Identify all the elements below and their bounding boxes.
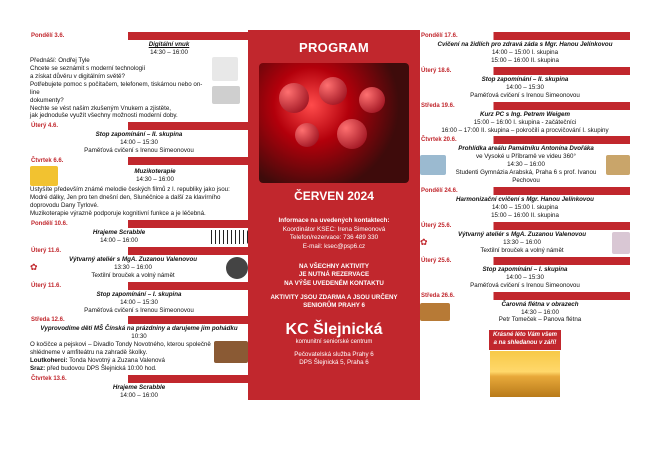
event-line: 14:00 – 15:00 I. skupina bbox=[491, 204, 559, 212]
middle-panel bbox=[248, 30, 420, 400]
event-place: Paměťová cvičení s Irenou Simeonovou bbox=[84, 147, 194, 155]
event-line: Loutkoherci: Tonda Novotný a Zuzana Valenová bbox=[30, 357, 165, 365]
date-bar bbox=[30, 247, 248, 255]
event-time: 14:00 – 16:00 bbox=[100, 236, 138, 244]
event-line: 16:00 – 17:00 II. skupina – pokročilí a procvičování I. skupiny bbox=[441, 126, 609, 134]
event-line: Sraz: před budovou DPS Šlejnická 10:00 hod. bbox=[30, 365, 157, 373]
date-bar bbox=[30, 375, 248, 383]
printer-icon bbox=[212, 86, 240, 104]
date-label: Pondělí 10.6. bbox=[31, 220, 68, 227]
event-place: Textilní brouček a volný námět bbox=[91, 271, 175, 279]
event-line: doprovodu Dany Tyrlové. bbox=[30, 202, 99, 210]
event-place: Paměťová cvičení s Irenou Simeonovou bbox=[470, 91, 580, 99]
event-time: 13:30 – 16:00 bbox=[114, 263, 152, 271]
date-bar bbox=[420, 67, 630, 75]
event-line: a získat důvěru v digitálním světě? bbox=[30, 72, 125, 80]
pan-flute-icon bbox=[420, 303, 450, 321]
date-label: Pondělí 24.6. bbox=[421, 188, 458, 195]
event-title: Kurz PC s Ing. Petrem Weigem bbox=[480, 110, 570, 118]
logo: KC Šlejnická komunitní seniorské centrum bbox=[248, 321, 420, 345]
sunset-meadow-image bbox=[490, 351, 560, 397]
event-title: Muzikoterapie bbox=[134, 168, 176, 176]
date-label: Úterý 11.6. bbox=[31, 282, 62, 289]
date-label: Pondělí 17.6. bbox=[421, 33, 458, 39]
event-line: shlédneme v amfiteátru na zahradě školky. bbox=[30, 349, 148, 357]
date-label: Úterý 11.6. bbox=[31, 247, 62, 254]
event-time: 14:00 – 15:30 bbox=[506, 83, 544, 91]
date-bar bbox=[30, 220, 248, 228]
event-time: 10:30 bbox=[131, 333, 147, 341]
right-column bbox=[420, 30, 630, 398]
date-label: Středa 26.6. bbox=[421, 292, 455, 299]
event-title: Hrajeme Scrabble bbox=[92, 228, 146, 236]
flower-icon: ✿ bbox=[30, 261, 38, 272]
event-place: Textilní brouček a volný námět bbox=[480, 246, 564, 254]
event-line: 15:00 – 16:00 II. skupina bbox=[491, 56, 559, 64]
date-bar bbox=[420, 187, 630, 195]
piano-icon bbox=[208, 230, 248, 244]
date-label: Úterý 18.6. bbox=[421, 67, 452, 74]
date-bar bbox=[420, 222, 630, 230]
event-title: Cvičení na židlích pro zdravá záda s Mgr. Hanou Jelínkovou bbox=[437, 41, 613, 48]
date-label: Čtvrtek 20.6. bbox=[421, 137, 457, 144]
event-title: Stop zapomínání – II. skupina bbox=[481, 75, 569, 83]
dog-icon bbox=[226, 257, 248, 279]
event-line: dokumenty? bbox=[30, 96, 64, 104]
program-heading: PROGRAM bbox=[299, 40, 369, 55]
event-time: 14:30 – 16:00 bbox=[136, 176, 174, 184]
event-time: 13:30 – 16:00 bbox=[503, 238, 541, 246]
notice-line: NA VŠECHNY AKTIVITY bbox=[299, 263, 369, 270]
event-line: Potřebujete pomoc s počítačem, telefonem, tiskárnou nebo on-line bbox=[30, 80, 203, 96]
info-line: Telefon/rezervace: 736 489 330 bbox=[289, 234, 379, 241]
event-line: ve Vysoké u Příbramě ve videu 360° bbox=[476, 153, 576, 161]
date-bar bbox=[30, 157, 248, 165]
event-line: Modré dálky, Jen pro ten dnešní den, Slunéčnice a další za klavírního bbox=[30, 194, 221, 202]
info-line: Koordinátor KSEC: Irena Simeonová bbox=[282, 225, 386, 233]
event-line: Ustyšíte především známé melodie českých filmů z I. republiky jako jsou: bbox=[30, 186, 230, 194]
logo-subtitle: komunitní seniorské centrum bbox=[295, 338, 373, 345]
date-bar bbox=[420, 136, 630, 144]
date-bar bbox=[420, 32, 630, 40]
event-title: Hrajeme Scrabble bbox=[112, 384, 166, 392]
event-title: Prohlídka areálu Památníku Antonína Dvořáka bbox=[458, 145, 594, 153]
event-place: Paměťová cvičení s Irenou Simeonovou bbox=[470, 281, 580, 289]
event-line: 15:00 – 16:00 I. skupina - začátečníci bbox=[473, 118, 577, 126]
sunflower-icon bbox=[30, 166, 58, 186]
date-bar bbox=[30, 316, 248, 324]
info-title: Informace na uvedených kontaktech: bbox=[278, 217, 390, 224]
event-line: Muzikoterapie výrazně podporuje kognitivní funkce a je léčebná. bbox=[30, 210, 206, 217]
event-title: Výtvarný ateliér s MgA. Zuzanou Valenovou bbox=[68, 255, 198, 263]
event-title: Harmonizační cvičení s Mgr. Hanou Jelínkovou bbox=[456, 196, 594, 204]
event-title: Vyprovodíme děti MŠ Čínská na prázdniny a darujeme jim pohádku bbox=[40, 325, 238, 333]
date-label: Čtvrtek 6.6. bbox=[31, 158, 64, 165]
flower-icon: ✿ bbox=[420, 237, 428, 248]
portrait-image bbox=[606, 155, 630, 175]
event-title: Digitální vnuk bbox=[148, 41, 190, 48]
info-line: E-mail: ksec@psp6.cz bbox=[302, 242, 366, 250]
event-place: Studenti Gymnázia Arabská, Praha 6 s prof. Ivanou Pechovou bbox=[455, 169, 597, 185]
date-label: Středa 19.6. bbox=[421, 102, 455, 109]
cat-icon bbox=[612, 232, 630, 254]
event-title: Čarovná flétna v obrazech bbox=[501, 300, 579, 308]
notice-line: JE NUTNÁ REZERVACE bbox=[298, 271, 370, 279]
phone-icon bbox=[212, 57, 238, 81]
notice-line: SENIORŮM PRAHY 6 bbox=[303, 302, 365, 310]
date-bar bbox=[420, 292, 630, 300]
event-title: Stop zapomínání – II. skupina bbox=[95, 131, 183, 139]
event-line: Nechte se vést našim zkušeným Vnukem a zjistěte, bbox=[30, 104, 171, 112]
event-time: 14:00 – 15:30 bbox=[120, 139, 158, 147]
event-time: 14:00 – 16:00 bbox=[120, 392, 158, 399]
event-line: Chcete se seznámit s moderní technologií bbox=[30, 64, 146, 72]
date-bar bbox=[30, 32, 248, 40]
event-time: 14:00 – 15:30 bbox=[506, 273, 544, 281]
date-bar bbox=[420, 102, 630, 110]
date-label: Úterý 25.6. bbox=[421, 222, 452, 229]
event-place: Paměťová cvičení s Irenou Simeonovou bbox=[84, 306, 194, 314]
notice-line: AKTIVITY JSOU ZDARMA A JSOU URČENY bbox=[270, 294, 398, 302]
event-line: 14:00 – 15:00 I. skupina bbox=[491, 48, 559, 56]
date-bar bbox=[30, 122, 248, 130]
event-time: 14:30 – 16:00 bbox=[521, 308, 559, 316]
event-time: 14:30 – 16:00 bbox=[507, 161, 545, 169]
date-label: Pondělí 3.6. bbox=[31, 33, 65, 39]
memorial-building-image bbox=[420, 155, 446, 175]
date-label: Středa 12.6. bbox=[31, 317, 65, 324]
address-line: DPS Šlejnická 5, Praha 6 bbox=[299, 359, 369, 367]
left-column bbox=[30, 30, 248, 400]
event-title: Stop zapomínání – I. skupina bbox=[482, 265, 568, 273]
event-time: 14:00 – 15:30 bbox=[120, 298, 158, 306]
event-line: jak jednoduše využít všechny možnosti moderní doby. bbox=[30, 112, 178, 120]
month-title: ČERVEN 2024 bbox=[294, 189, 374, 203]
fruit-bowl-image bbox=[259, 63, 409, 183]
date-bar bbox=[30, 282, 248, 290]
event-title: Výtvarný ateliér s MgA. Zuzanou Valenovou bbox=[457, 230, 587, 238]
event-title: Stop zapomínání – I. skupina bbox=[96, 290, 182, 298]
notice-line: NA VÝŠE UVEDENÉM KONTAKTU bbox=[284, 279, 384, 287]
event-line: O kočičce a pejskovi – Divadlo Tondy Novotného, kterou společně bbox=[30, 341, 211, 349]
date-bar bbox=[420, 257, 630, 265]
date-label: Úterý 4.6. bbox=[31, 123, 59, 130]
event-line: Přednáší: Ondřej Tyle bbox=[30, 56, 90, 64]
event-place: Petr Tomeček – Panova flétna bbox=[498, 316, 582, 324]
summer-greeting: Krásné léto Vám všem a na shledanou v září! bbox=[489, 330, 561, 349]
address-line: Pečovatelská služba Prahy 6 bbox=[294, 350, 374, 358]
date-label: Čtvrtek 13.6. bbox=[31, 376, 67, 383]
cat-dog-icon bbox=[214, 341, 248, 363]
date-label: Úterý 25.6. bbox=[421, 257, 452, 264]
event-line: 15:00 – 16:00 II. skupina bbox=[491, 212, 559, 219]
event-time: 14:30 – 16:00 bbox=[150, 48, 188, 56]
